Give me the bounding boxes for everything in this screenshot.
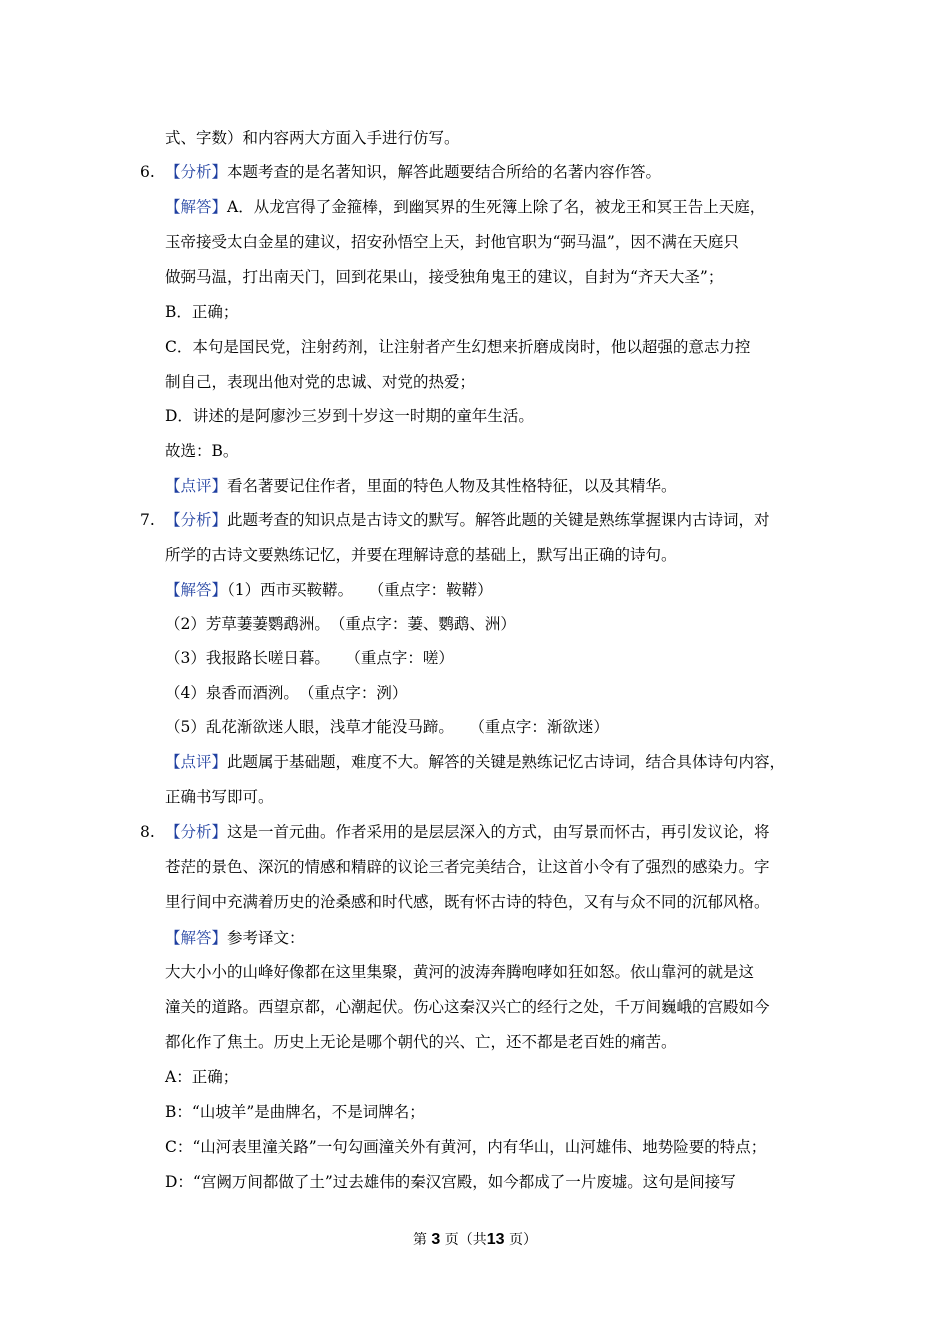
total-pages: 13 xyxy=(486,1231,505,1248)
q8-answer-line: C：“山河表里潼关路”一句勾画潼关外有黄河，内有华山，山河雄伟、地势险要的特点； xyxy=(165,1138,767,1156)
page-number: 3 xyxy=(431,1231,441,1248)
q8-answer-line: D：“宫阙万间都做了土”过去雄伟的秦汉宫殿，如今都成了一片废墟。这句是间接写 xyxy=(165,1173,736,1191)
q6-number: 6. xyxy=(140,163,155,181)
answer-tag: 【解答】 xyxy=(165,929,228,947)
analysis-tag: 【分析】 xyxy=(165,823,228,841)
q8-analysis-line: 苍茫的景色、深沉的情感和精辟的议论三者完美结合，让这首小令有了强烈的感染力。字 xyxy=(165,858,770,876)
q7-analysis: 【分析】此题考查的知识点是古诗文的默写。解答此题的关键是熟练掌握课内古诗词，对 xyxy=(165,511,770,529)
q8-answer-line: A：正确； xyxy=(165,1068,239,1086)
q8-number: 8. xyxy=(140,823,155,841)
q7-number: 7. xyxy=(140,511,155,529)
q6-answer-line: 故选：B。 xyxy=(165,442,239,460)
q6-answer-line: C．本句是国民党，注射药剂，让注射者产生幻想来折磨成岗时，他以超强的意志力控 xyxy=(165,338,751,356)
page-footer: 第 3 页（共13 页） xyxy=(412,1231,538,1248)
q6-answer-line: 制自己，表现出他对党的忠诚、对党的热爱； xyxy=(165,373,476,391)
comment-tag: 【点评】 xyxy=(165,477,228,495)
q5-tail-text: 式、字数）和内容两大方面入手进行仿写。 xyxy=(165,129,460,147)
q6-comment: 【点评】看名著要记住作者，里面的特色人物及其性格特征，以及其精华。 xyxy=(165,477,677,495)
q7-analysis-line: 所学的古诗文要熟练记忆，并要在理解诗意的基础上，默写出正确的诗句。 xyxy=(165,546,677,564)
q7-answer-line: （4）泉香而酒洌。 （重点字：洌） xyxy=(165,684,408,702)
q6-analysis xyxy=(165,162,661,182)
q7-answer-line: 【解答】（1）西市买鞍鞯。 （重点字：鞍鞯） xyxy=(165,581,493,599)
q7-answer-line: （3）我报路长嗟日暮。 （重点字：嗟） xyxy=(165,649,454,667)
q8-analysis: 【分析】这是一首元曲。作者采用的是层层深入的方式，由写景而怀古，再引发议论，将 xyxy=(165,823,770,841)
q7-comment: 【点评】此题属于基础题，难度不大。解答的关键是熟练记忆古诗词，结合具体诗句内容， xyxy=(165,753,786,771)
answer-tag: 【解答】 xyxy=(165,581,228,599)
q6-answer-line: 玉帝接受太白金星的建议，招安孙悟空上天，封他官职为“弼马温”，因不满在天庭只 xyxy=(165,233,739,251)
q6-analysis-text: 本题考查的是名著知识，解答此题要结合所给的名著内容作答。 xyxy=(227,163,662,181)
q6-answer-line: 做弼马温，打出南天门，回到花果山，接受独角鬼王的建议，自封为“齐天大圣”； xyxy=(165,268,724,286)
analysis-tag: 【分析】 xyxy=(165,163,228,181)
q7-answer-line: （5）乱花渐欲迷人眼，浅草才能没马蹄。 （重点字：渐欲迷） xyxy=(165,718,609,736)
q6-answer-line: B．正确； xyxy=(165,303,239,321)
q7-comment-line: 正确书写即可。 xyxy=(165,788,274,806)
q8-answer: 【解答】参考译文： xyxy=(165,929,305,947)
comment-tag: 【点评】 xyxy=(165,753,228,771)
q8-answer-line: 潼关的道路。西望京都，心潮起伏。伤心这秦汉兴亡的经行之处，千万间巍峨的宫殿如今 xyxy=(165,998,770,1016)
q8-analysis-line: 里行间中充满着历史的沧桑感和时代感，既有怀古诗的特色，又有与众不同的沉郁风格。 xyxy=(165,893,770,911)
q6-answer-line: D．讲述的是阿廖沙三岁到十岁这一时期的童年生活。 xyxy=(165,407,534,425)
q8-answer-line: 都化作了焦土。历史上无论是哪个朝代的兴、亡，还不都是老百姓的痛苦。 xyxy=(165,1033,677,1051)
q8-answer-line: 大大小小的山峰好像都在这里集聚，黄河的波涛奔腾咆哮如狂如怒。依山靠河的就是这 xyxy=(165,963,755,981)
q8-answer-line: B：“山坡羊”是曲牌名，不是词牌名； xyxy=(165,1103,425,1121)
analysis-tag: 【分析】 xyxy=(165,511,228,529)
q6-answer-line: 【解答】A．从龙宫得了金箍棒，到幽冥界的生死簿上除了名，被龙王和冥王告上天庭， xyxy=(165,198,766,216)
q7-answer-line: （2）芳草萋萋鹦鹉洲。 （重点字：萋、鹦鹉、洲） xyxy=(165,615,516,633)
answer-tag: 【解答】 xyxy=(165,198,228,216)
